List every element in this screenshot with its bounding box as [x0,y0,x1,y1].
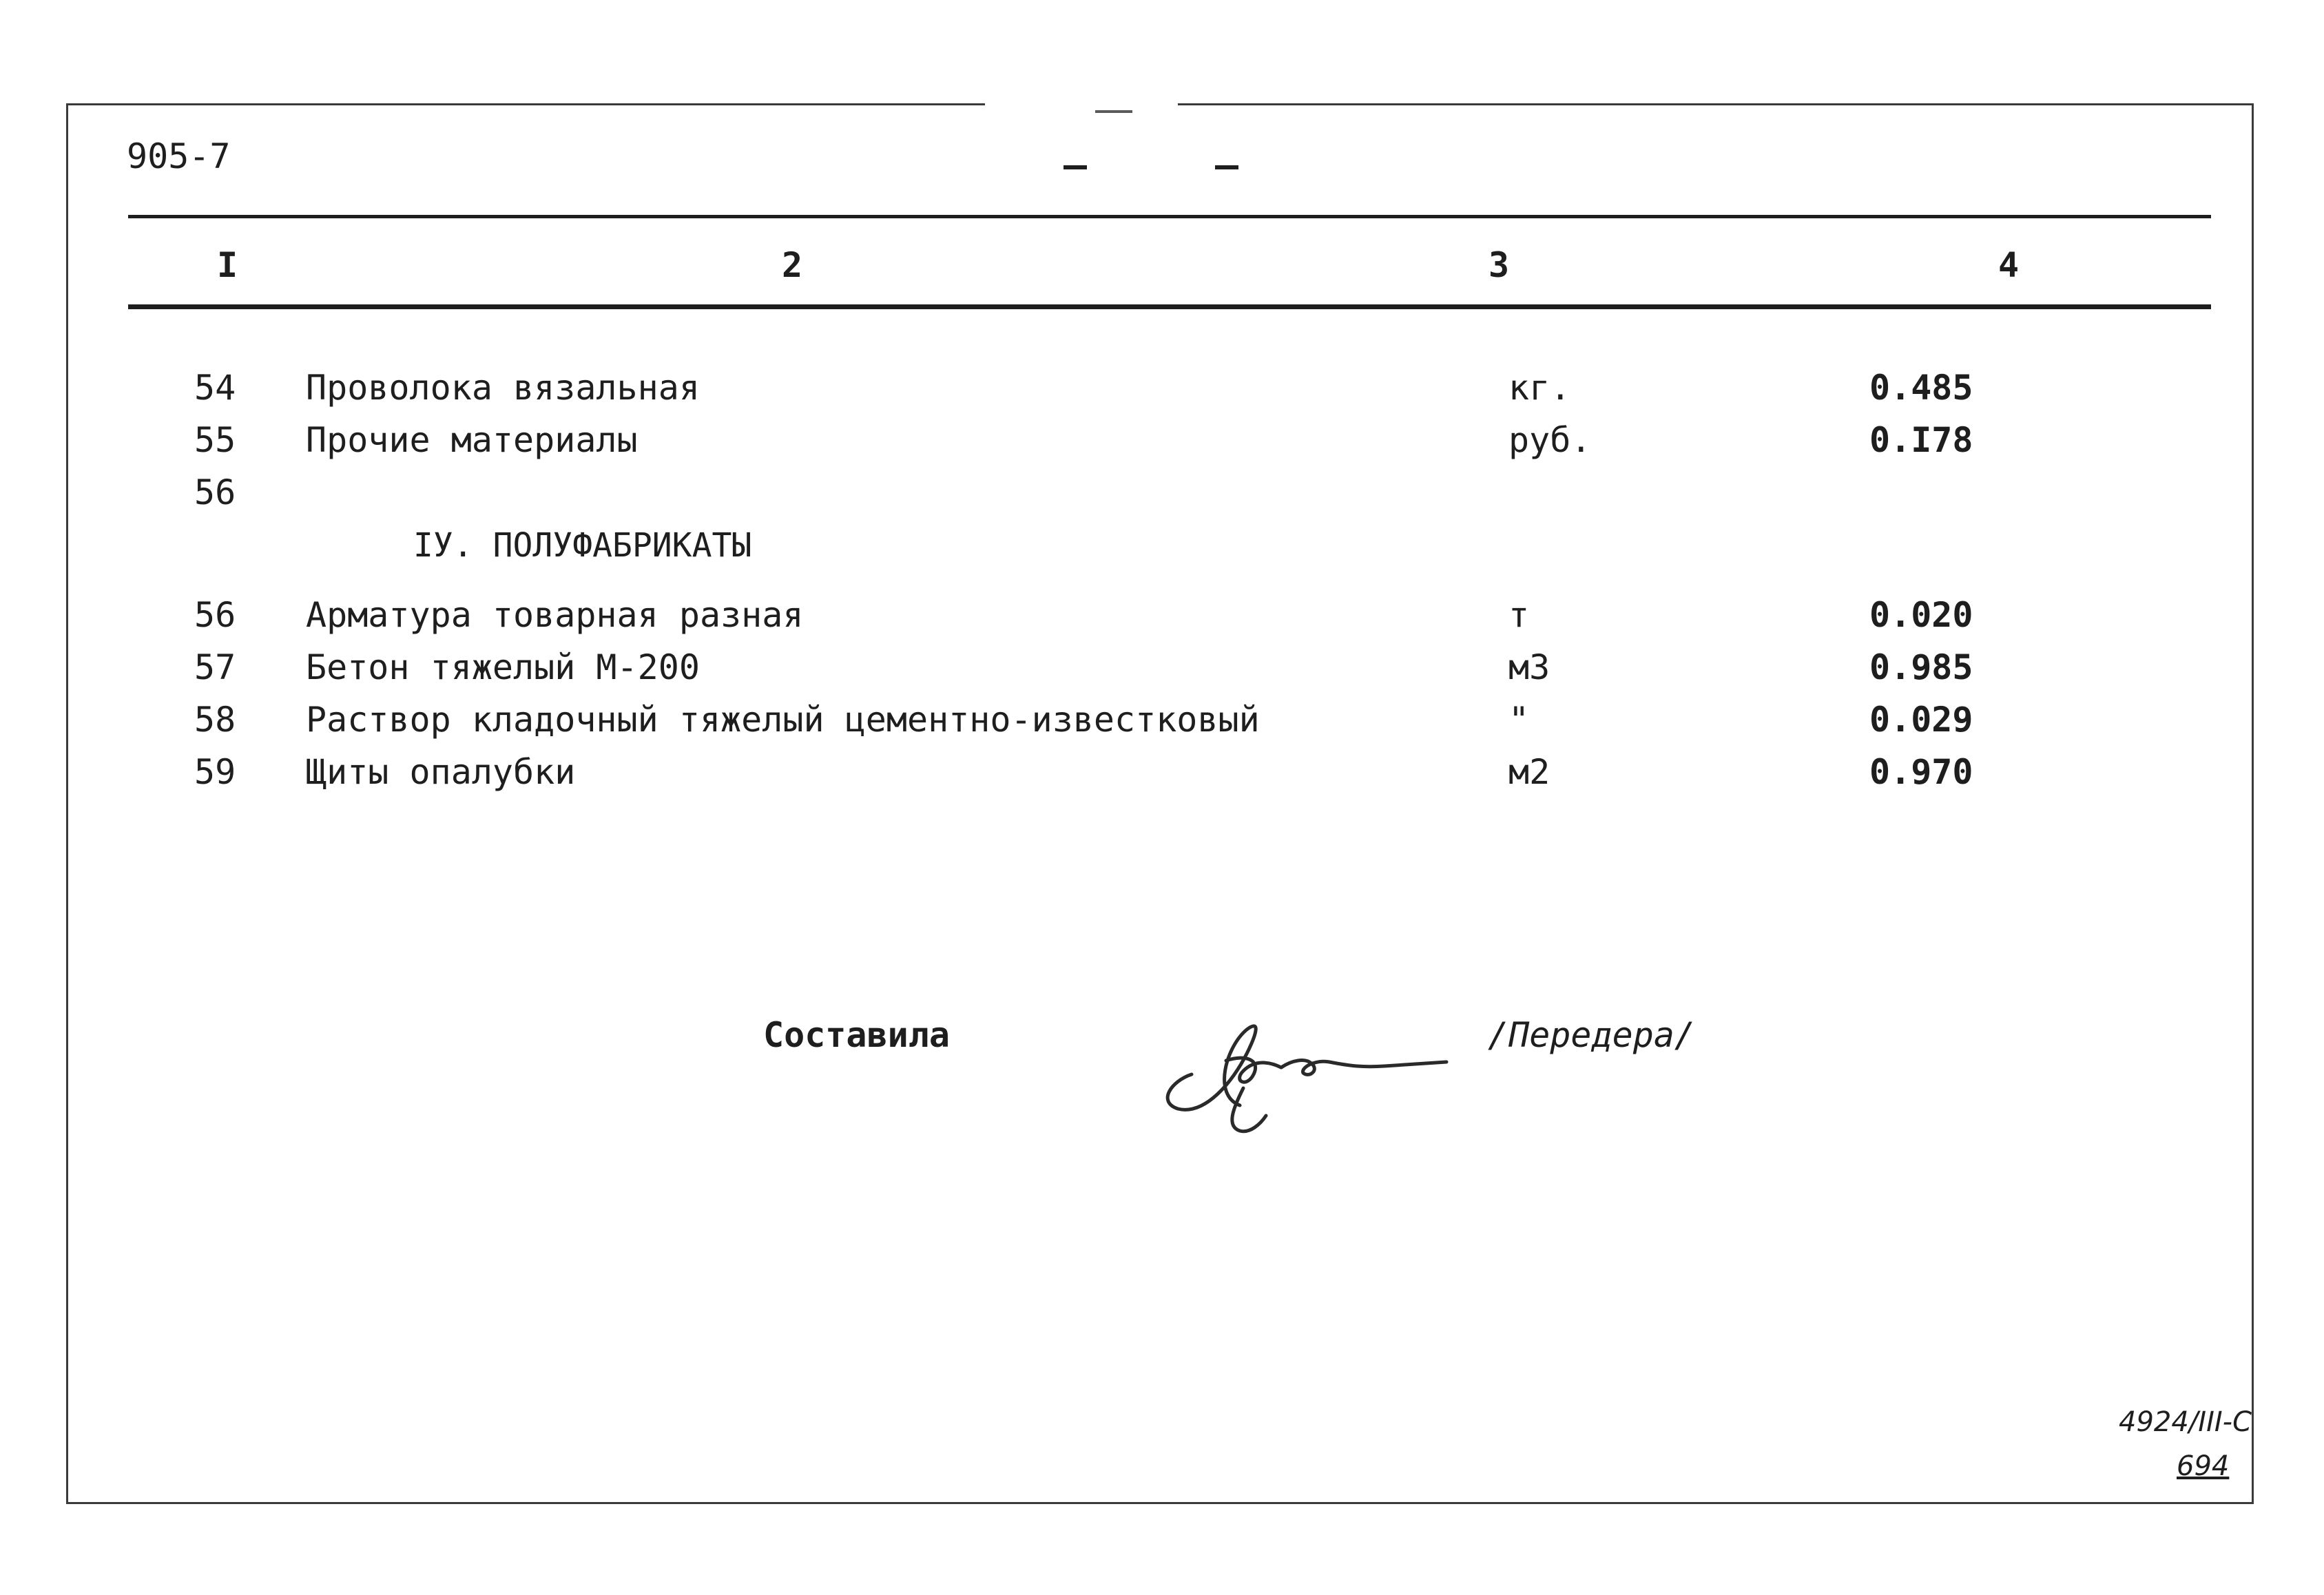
row-number: 55 [194,420,236,460]
row-name: Прочие материалы [306,420,638,460]
signer-name: /Передера/ [1488,1015,1696,1055]
frame-gap [985,101,1178,107]
row-quantity: 0.970 [1869,752,1973,792]
document-code: 905-7 [127,136,231,176]
row-number: 58 [194,700,236,740]
row-number: 57 [194,647,236,687]
compiled-by-label: Составила [763,1015,950,1055]
row-name: Щиты опалубки [306,752,576,792]
table-header-rule [128,304,2211,309]
row-name: Бетон тяжелый М-200 [306,647,700,687]
header-dash-right [1215,165,1238,169]
table-row [0,752,2324,800]
row-unit: руб. [1508,420,1592,460]
row-quantity: 0.985 [1869,647,1973,687]
signature-icon [1143,978,1467,1136]
row-unit: кг. [1508,368,1571,408]
row-unit: " [1508,700,1530,740]
table-top-rule [128,215,2211,218]
archive-code: 4924/III-C [2119,1406,2252,1438]
row-quantity: 0.I78 [1869,420,1973,460]
row-name: Арматура товарная разная [306,595,804,635]
row-unit: м2 [1508,752,1550,792]
frame-gap-dash [1095,110,1132,113]
row-number: 56 [194,472,236,512]
table-row [0,368,2324,416]
row-quantity: 0.485 [1869,368,1973,408]
row-quantity: 0.020 [1869,595,1973,635]
table-row [0,472,2324,521]
row-number: 56 [194,595,236,635]
row-name: Проволока вязальная [306,368,700,408]
row-quantity: 0.029 [1869,700,1973,740]
column-header-4: 4 [1998,245,2020,285]
column-header-3: 3 [1488,245,1510,285]
sheet-frame [66,103,2254,1504]
row-number: 54 [194,368,236,408]
row-number: 59 [194,752,236,792]
table-row [0,420,2324,468]
header-dash-left [1064,165,1087,169]
page-number: 694 [2177,1450,2230,1482]
table-row [0,595,2324,643]
row-name: Раствор кладочный тяжелый цементно-известковый [306,700,1260,740]
column-header-1: I [216,245,238,285]
row-unit: т [1508,595,1530,635]
section-title: IУ. ПОЛУФАБРИКАТЫ [413,526,752,565]
column-header-2: 2 [781,245,803,285]
table-row [0,700,2324,748]
table-row [0,647,2324,696]
row-unit: м3 [1508,647,1550,687]
